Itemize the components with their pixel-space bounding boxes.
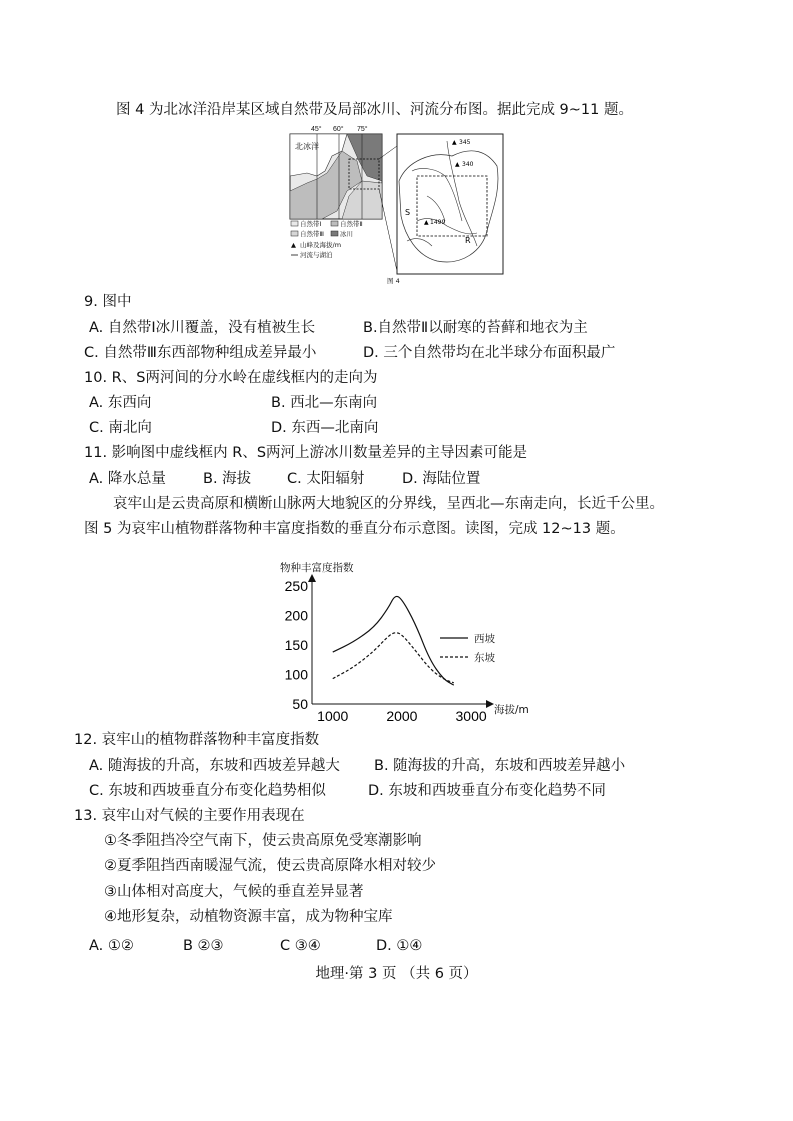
q11-option-d[interactable]: D. 海陆位置	[402, 471, 481, 487]
q12-option-b[interactable]: B. 随海拔的升高，东坡和西坡差异越小	[374, 758, 626, 774]
q10-option-d[interactable]: D. 东西—北南向	[271, 420, 379, 436]
peak-label-345: 345	[459, 139, 471, 146]
y-tick-label: 150	[284, 637, 308, 653]
lon-label-45: 45°	[311, 126, 322, 133]
y-tick-label: 100	[284, 666, 308, 683]
q13-item-3: ③山体相对高度大，气候的垂直差异显著	[104, 884, 364, 900]
figure-4-map	[287, 121, 505, 289]
peak-label-1499: 1499	[430, 219, 446, 226]
q11-option-b[interactable]: B. 海拔	[203, 471, 252, 487]
legend-zone3: 自然带Ⅲ	[300, 230, 324, 238]
q12-option-a[interactable]: A. 随海拔的升高，东坡和西坡差异越大	[89, 758, 340, 774]
q13-stem: 13. 哀牢山对气候的主要作用表现在	[74, 808, 305, 824]
intro-fig5-line1: 哀牢山是云贵高原和横断山脉两大地貌区的分界线，呈西北—东南走向，长近千公里。	[113, 496, 664, 512]
legend-river: 河流与湖泊	[300, 251, 333, 259]
peak-340: ▲	[455, 161, 460, 168]
q10-option-b[interactable]: B. 西北—东南向	[271, 395, 378, 411]
chart-xlabel: 海拔/m	[494, 704, 529, 716]
q10-stem: 10. R、S两河间的分水岭在虚线框内的走向为	[84, 370, 378, 386]
legend-peak: 山峰及海拔/m	[300, 241, 342, 249]
page-footer: 地理·第 3 页 （共 6 页）	[315, 966, 478, 982]
q11-stem: 11. 影响图中虚线框内 R、S两河上游冰川数量差异的主导因素可能是	[84, 445, 528, 461]
q12-option-d[interactable]: D. 东坡和西坡垂直分布变化趋势不同	[368, 783, 606, 799]
q9-option-a[interactable]: A. 自然带Ⅰ冰川覆盖，没有植被生长	[89, 320, 316, 336]
q12-option-c[interactable]: C. 东坡和西坡垂直分布变化趋势相似	[89, 783, 326, 799]
legend-east-label: 东坡	[474, 652, 495, 664]
x-tick-labels	[317, 708, 487, 722]
figure-5-chart	[268, 556, 558, 722]
q13-item-1: ①冬季阻挡冷空气南下，使云贵高原免受寒潮影响	[104, 833, 422, 849]
chart-ylabel: 物种丰富度指数	[280, 562, 354, 574]
x-tick-label: 2000	[386, 708, 418, 722]
peak-label-340: 340	[462, 161, 474, 168]
legend-zone1: 自然带Ⅰ	[300, 220, 322, 228]
river-R: R	[465, 236, 471, 245]
q10-option-a[interactable]: A. 东西向	[89, 395, 152, 411]
q9-option-b[interactable]: B.自然带Ⅱ以耐寒的苔藓和地衣为主	[363, 320, 588, 336]
y-tick-label: 50	[292, 696, 308, 712]
intro-fig5-line2: 图 5 为哀牢山植物群落物种丰富度指数的垂直分布示意图。读图，完成 12~13 题。	[84, 521, 625, 537]
y-tick-label: 200	[284, 607, 308, 624]
intro-fig4: 图 4 为北冰洋沿岸某区域自然带及局部冰川、河流分布图。据此完成 9~11 题。	[116, 102, 633, 118]
x-tick-label: 3000	[455, 708, 487, 722]
y-tick-label: 250	[284, 578, 308, 594]
q13-item-2: ②夏季阻挡西南暖湿气流，使云贵高原降水相对较少	[104, 858, 436, 874]
q13-option-a[interactable]: A. ①②	[89, 938, 134, 954]
lon-label-75: 75°	[357, 126, 368, 133]
legend-west-label: 西坡	[474, 633, 495, 645]
q10-option-c[interactable]: C. 南北向	[89, 420, 152, 436]
q13-option-b[interactable]: B ②③	[183, 938, 224, 954]
sea-label: 北冰洋	[295, 142, 319, 151]
q13-option-d[interactable]: D. ①④	[376, 938, 423, 954]
q11-option-c[interactable]: C. 太阳辐射	[287, 471, 365, 487]
q12-stem: 12. 哀牢山的植物群落物种丰富度指数	[74, 732, 320, 748]
river-S: S	[405, 208, 411, 217]
q9-stem: 9. 图中	[84, 294, 132, 310]
fig4-caption: 图 4	[387, 277, 400, 285]
legend-zone2: 自然带Ⅱ	[340, 220, 363, 228]
x-tick-label: 1000	[317, 708, 349, 722]
legend-glacier: 冰川	[340, 230, 353, 238]
q9-option-c[interactable]: C. 自然带Ⅲ东西部物种组成差异最小	[84, 345, 317, 361]
q11-option-a[interactable]: A. 降水总量	[89, 471, 166, 487]
q9-option-d[interactable]: D. 三个自然带均在北半球分布面积最广	[363, 345, 616, 361]
fig4-right-panel	[397, 134, 503, 274]
legend-peak-symbol: ▲	[291, 241, 296, 249]
q13-item-4: ④地形复杂，动植物资源丰富，成为物种宝库	[104, 909, 393, 925]
lon-label-60: 60°	[333, 126, 344, 133]
peak-345: ▲	[452, 139, 457, 146]
peak-1499: ▲	[424, 219, 429, 226]
q13-option-c[interactable]: C ③④	[280, 938, 321, 954]
